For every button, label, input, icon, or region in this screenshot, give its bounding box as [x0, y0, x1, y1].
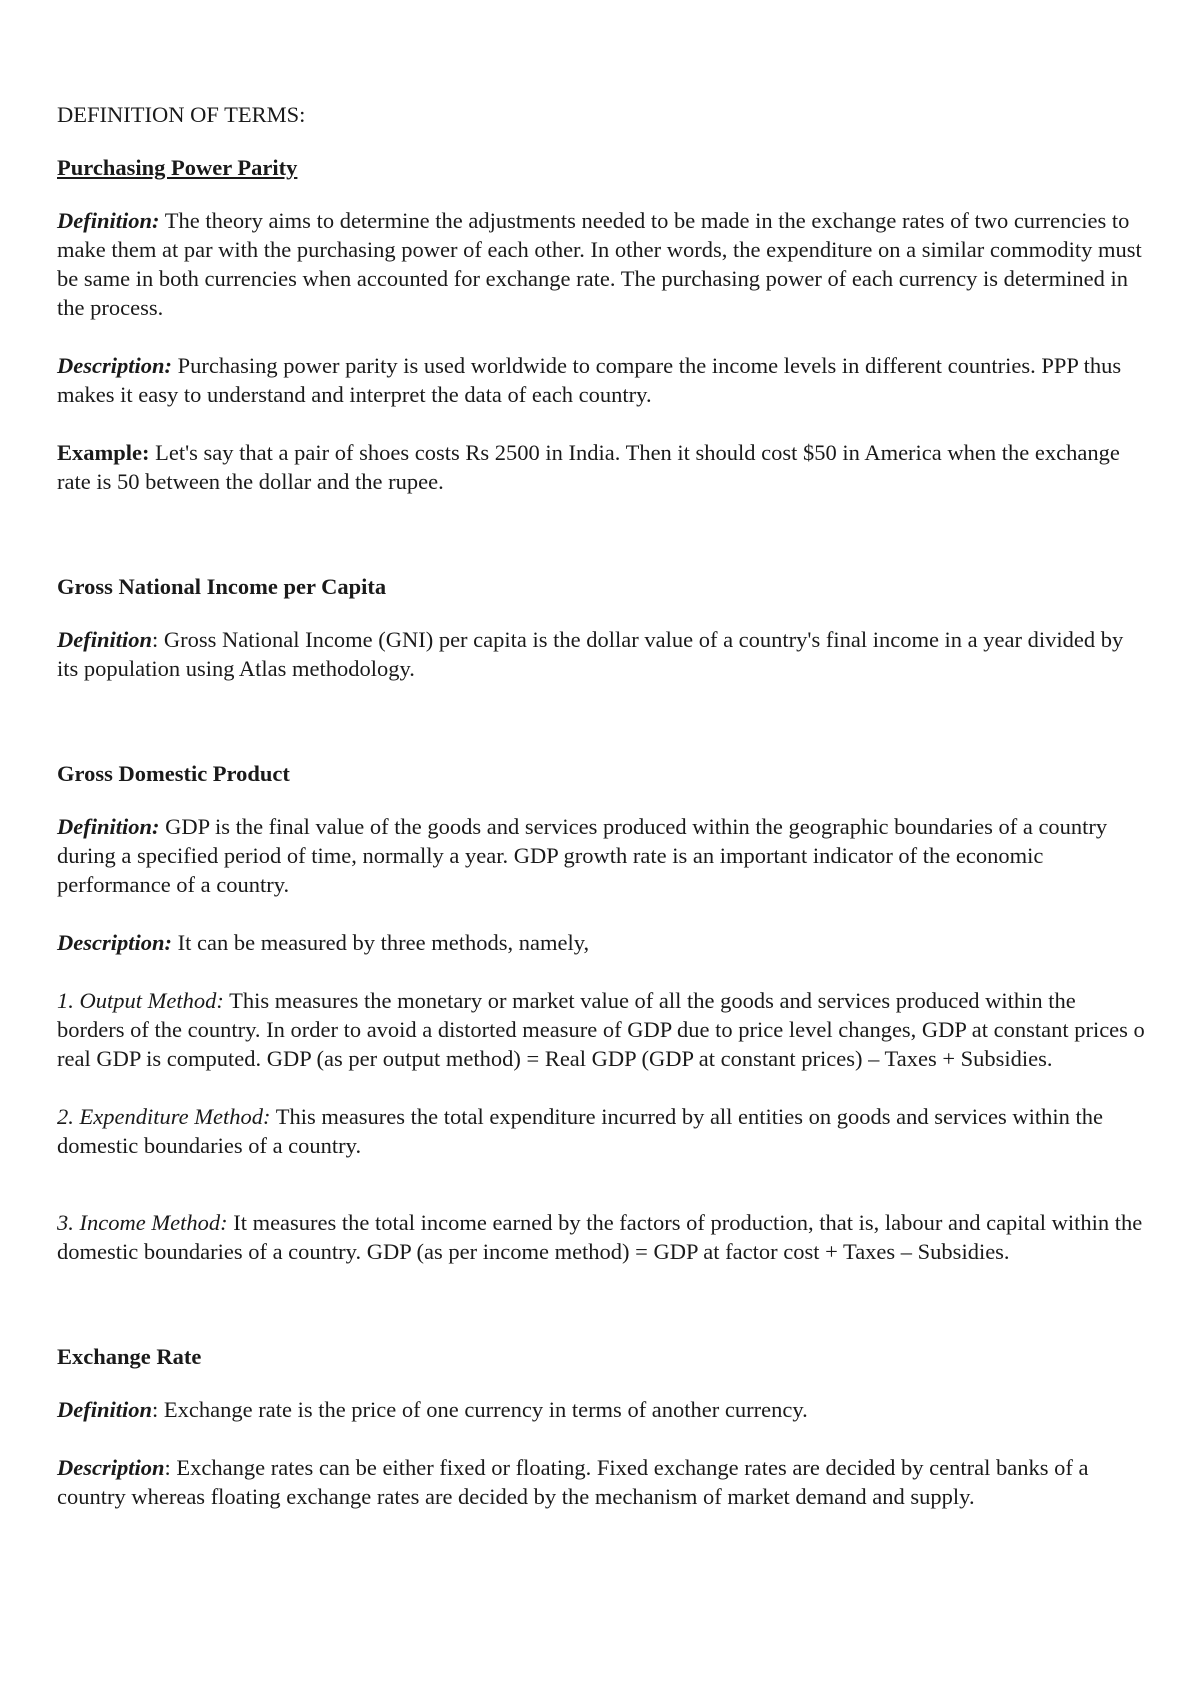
definition-text: : Exchange rate is the price of one currency in terms of another currency. — [152, 1397, 808, 1422]
section-gross-domestic-product — [57, 759, 1147, 1266]
definition-label: Definition: — [57, 208, 160, 233]
method-spacer — [57, 1160, 1147, 1208]
example-label: Example: — [57, 440, 150, 465]
document-page — [57, 100, 1147, 1511]
section-heading: Gross Domestic Product — [57, 761, 290, 786]
definition-text: GDP is the final value of the goods and services produced within the geographic boundaries of a country during a specified period of time, normally a year. GDP growth rate is an important indicator of the economic performance of a country. — [57, 814, 1108, 897]
description-label: Description: — [57, 353, 172, 378]
description-label: Description — [57, 1455, 165, 1480]
description-paragraph — [57, 1453, 1147, 1511]
definition-text: The theory aims to determine the adjustments needed to be made in the exchange rates of two currencies to make them at par with the purchasing power of each other. In other words, the expenditure on a similar commodity must be same in both currencies when accounted for exchange rate. The purchasing power of each currency is determined in the process. — [57, 208, 1142, 320]
section-purchasing-power-parity — [57, 153, 1147, 496]
method-text: It measures the total income earned by the factors of production, that is, labour and capital within the domestic boundaries of a country. GDP (as per income method) = GDP at factor cost + Taxes – Subsidies. — [57, 1210, 1143, 1264]
method-output — [57, 986, 1147, 1073]
description-label: Description: — [57, 930, 172, 955]
section-exchange-rate — [57, 1342, 1147, 1511]
section-heading: Gross National Income per Capita — [57, 574, 387, 599]
description-text: Purchasing power parity is used worldwide to compare the income levels in different countries. PPP thus makes it easy to understand and interpret the data of each country. — [57, 353, 1122, 407]
section-spacer — [57, 496, 1147, 572]
method-label: 2. Expenditure Method: — [57, 1104, 271, 1129]
document-title: DEFINITION OF TERMS: — [57, 102, 306, 127]
method-text: This measures the total expenditure incurred by all entities on goods and services within the domestic boundaries of a country. — [57, 1104, 1103, 1158]
description-text: It can be measured by three methods, namely, — [172, 930, 590, 955]
definition-paragraph — [57, 625, 1147, 683]
section-heading: Purchasing Power Parity — [57, 155, 298, 180]
method-label: 3. Income Method: — [57, 1210, 228, 1235]
section-spacer — [57, 683, 1147, 759]
description-text: : Exchange rates can be either fixed or floating. Fixed exchange rates are decided by central banks of a country whereas floating exchange rates are decided by the mechanism of market demand and supply. — [57, 1455, 1089, 1509]
section-gni-per-capita — [57, 572, 1147, 683]
definition-label: Definition — [57, 1397, 153, 1422]
method-income — [57, 1208, 1147, 1266]
definition-paragraph — [57, 812, 1147, 899]
method-label: 1. Output Method: — [57, 988, 224, 1013]
example-text: Let's say that a pair of shoes costs Rs 2500 in India. Then it should cost $50 in America when the exchange rate is 50 between the dollar and the rupee. — [57, 440, 1120, 494]
definition-label: Definition: — [57, 814, 160, 839]
section-heading: Exchange Rate — [57, 1344, 202, 1369]
definition-paragraph — [57, 1395, 1147, 1424]
description-paragraph — [57, 351, 1147, 409]
description-paragraph — [57, 928, 1147, 957]
example-paragraph — [57, 438, 1147, 496]
section-spacer — [57, 1266, 1147, 1342]
definition-label: Definition — [57, 627, 153, 652]
definition-text: : Gross National Income (GNI) per capita is the dollar value of a country's final income in a year divided by its population using Atlas methodology. — [57, 627, 1124, 681]
method-expenditure — [57, 1102, 1147, 1160]
method-text: This measures the monetary or market value of all the goods and services produced within the borders of the country. In order to avoid a distorted measure of GDP due to price level changes, GDP at constant prices o real GDP is computed. GDP (as per output method) = Real GDP (GDP at constant prices) – Taxes + Subsidies. — [57, 988, 1145, 1071]
definition-paragraph — [57, 206, 1147, 322]
